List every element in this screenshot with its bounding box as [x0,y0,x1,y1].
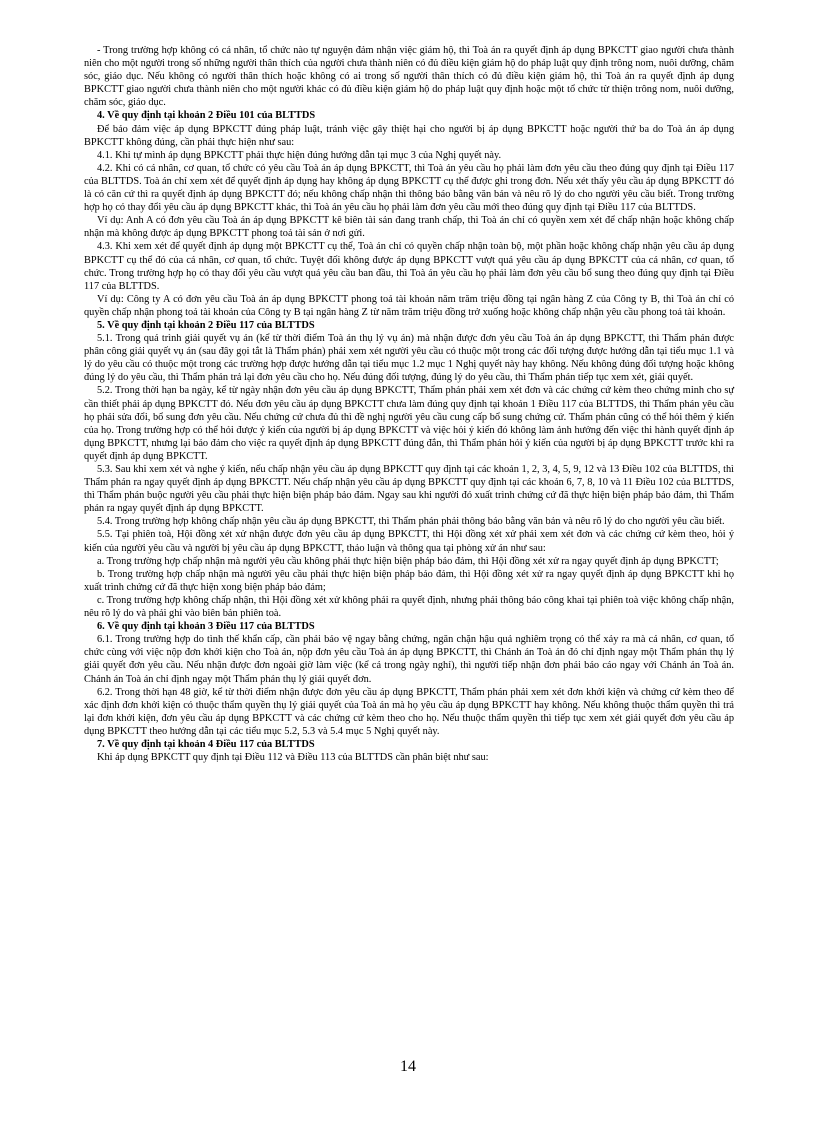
paragraph: Ví dụ: Công ty A có đơn yêu cầu Toà án áp dụng BPKCTT phong toả tài khoản năm trăm triệu đồng tại ngân hàng Z của Công ty B, thì Toà án chỉ có quyền chấp nhận phong toả tài khoản của Công ty B tại ngân hàng Z từ năm trăm triệu đồng trở xuống hoặc không chấp nhận yêu cầu phong toả tài khoản. [84,293,734,318]
section-heading: 4. Về quy định tại khoản 2 Điều 101 của BLTTDS [97,110,316,122]
paragraph: 5.4. Trong trường hợp không chấp nhận yêu cầu áp dụng BPKCTT, thì Thẩm phán phải thông báo bằng văn bản và nêu rõ lý do cho người yêu cầu biết. [97,516,725,528]
section-heading: 5. Về quy định tại khoản 2 Điều 117 của BLTTDS [97,319,315,331]
section-heading: 6. Về quy định tại khoản 3 Điều 117 của BLTTDS [97,621,315,633]
paragraph: 5.3. Sau khi xem xét và nghe ý kiến, nếu chấp nhận yêu cầu áp dụng BPKCTT quy định tại các khoản 1, 2, 3, 4, 5, 9, 12 và 13 Điều 102 của BLTTDS, thì Thẩm phán ra ngay quyết định áp dụng BPKCTT. Nếu chấp nhận yêu cầu áp dụng BPKCTT quy định tại các khoản 6, 7, 8, 10 và 11 Điều 102 của BLTTDS, thì Thẩm phán buộc người yêu cầu phải thực hiện biện pháp bảo đảm. Ngay sau khi người đó xuất trình chứng cứ đã thực hiện biện pháp bảo đảm, thì Thẩm phán ra ngay quyết định áp dụng BPKCTT. [84,464,734,515]
section-heading: 7. Về quy định tại khoản 4 Điều 117 của BLTTDS [97,738,315,750]
paragraph: 6.2. Trong thời hạn 48 giờ, kể từ thời điểm nhận được đơn yêu cầu áp dụng BPKCTT, Thẩm phán phải xem xét đơn khởi kiện và chứng cứ kèm theo để xác định đơn khởi kiện có thuộc thẩm quyền thụ lý giải quyết của Toà án mà họ yêu cầu áp dụng BPKCTT hay không. Nếu không thuộc thẩm quyền thì trả lại đơn khởi kiện, đơn yêu cầu áp dụng BPKCTT và các chứng cứ kèm theo cho họ. Nếu thuộc thẩm quyền thì tiếp tục xem xét giải quyết đơn yêu cầu áp dụng BPKCTT theo hướng dẫn tại các tiểu mục 5.2, 5.3 và 5.4 mục 5 Nghị quyết này. [84,686,734,737]
paragraph: a. Trong trường hợp chấp nhận mà người yêu cầu không phải thực hiện biện pháp bảo đảm, thì Hội đồng xét xử ra ngay quyết định áp dụng BPKCTT; [97,555,719,567]
paragraph: Để bảo đảm việc áp dụng BPKCTT đúng pháp luật, tránh việc gây thiệt hại cho người bị áp dụng BPKCTT hoặc người thứ ba do Toà án áp dụng BPKCTT không đúng, cần phải thực hiện như sau: [84,123,734,148]
paragraph: 5.2. Trong thời hạn ba ngày, kể từ ngày nhận đơn yêu cầu áp dụng BPKCTT, Thẩm phán phải xem xét đơn và các chứng cứ kèm theo chứng minh cho sự cần thiết phải áp dụng BPKCTT đó. Nếu đơn yêu cầu áp dụng BPKCTT chưa làm đúng quy định tại khoản 1 Điều 117 của BLTTDS, thì Thẩm phán yêu cầu họ phải sửa đổi, bổ sung đơn yêu cầu. Nếu chứng cứ chưa đủ thì đề nghị người yêu cầu cung cấp bổ sung chứng cứ. Thẩm phán cũng có thể hỏi thêm ý kiến của họ. Trong trường hợp có thể hỏi được ý kiến của người bị áp dụng BPKCTT và việc hỏi ý kiến đó không làm ảnh hưởng đến việc thi hành quyết định áp dụng BPKCTT, nhưng lại bảo đảm cho việc ra quyết định áp dụng BPKCTT đúng đắn, thì Thẩm phán hỏi ý kiến của người bị áp dụng BPKCTT trước khi ra quyết định áp dụng BPKCTT. [84,385,734,462]
page-number: 14 [400,1058,416,1075]
paragraph: - Trong trường hợp không có cá nhân, tổ chức nào tự nguyện đảm nhận việc giám hộ, thì Toà án ra quyết định áp dụng BPKCTT giao người chưa thành niên cho một người trong số những người thân thích của người chưa thành niên có đủ điều kiện giám hộ do pháp luật quy định trông nom, nuôi dưỡng, chăm sóc, giáo dục. Nếu không có người thân thích hoặc không có ai trong số người thân thích có đủ điều kiện giám hộ, thì Toà án ra quyết định áp dụng BPKCTT giao người chưa thành niên cho một người khác có đủ điều kiện giám hộ do pháp luật quy định hoặc một tổ chức từ thiện trông nom, nuôi dưỡng, chăm sóc, giáo dục. [84,45,734,109]
paragraph: 4.2. Khi có cá nhân, cơ quan, tổ chức có yêu cầu Toà án áp dụng BPKCTT, thì Toà án yêu cầu họ phải làm đơn yêu cầu theo đúng quy định tại Điều 117 của BLTTDS. Toà án chỉ xem xét để quyết định áp dụng hay không áp dụng BPKCTT cụ thể được ghi trong đơn. Nếu xét thấy yêu cầu áp dụng BPKCTT đó là có căn cứ thì ra quyết định áp dụng BPKCTT đó; nếu không chấp nhận thì thông báo bằng văn bản và nêu rõ lý do cho người yêu cầu biết. Trong trường hợp họ có thay đổi yêu cầu áp dụng BPKCTT khác, thì Toà án yêu cầu họ phải làm đơn yêu cầu mới theo đúng quy định tại Điều 117 của BLTTDS. [84,162,734,214]
paragraph: Ví dụ: Anh A có đơn yêu cầu Toà án áp dụng BPKCTT kê biên tài sản đang tranh chấp, thì Toà án chỉ có quyền xem xét để chấp nhận hoặc không chấp nhận mà không được áp dụng BPKCTT phong toả tài sản ở nơi gửi. [84,215,734,240]
paragraph: 4.1. Khi tự mình áp dụng BPKCTT phải thực hiện đúng hướng dẫn tại mục 3 của Nghị quyết này. [97,149,502,161]
paragraph: 5.1. Trong quá trình giải quyết vụ án (kể từ thời điểm Toà án thụ lý vụ án) mà nhận được đơn yêu cầu Toà án áp dụng BPKCTT, thì Thẩm phán được phân công giải quyết vụ án (sau đây gọi tắt là Thẩm phán) phải xem xét người yêu cầu có thuộc một trong các đối tượng được hướng dẫn tại tiểu mục 1.1 và lý do yêu cầu có thuộc một trong các trường hợp được hướng dẫn tại tiểu mục 1.2 mục 1 Nghị quyết này hay không. Nếu không đúng đối tượng hoặc không đúng lý do yêu cầu, thì Thẩm phán trả lại đơn yêu cầu cho họ. Nếu đúng đối tượng, đúng lý do yêu cầu, thì Thẩm phán tiếp tục xem xét, giải quyết. [84,333,734,384]
paragraph: 5.5. Tại phiên toà, Hội đồng xét xử nhận được đơn yêu cầu áp dụng BPKCTT, thì Hội đồng xét xử phải xem xét đơn và các chứng cứ kèm theo, hỏi ý kiến của người yêu cầu và người bị yêu cầu áp dụng BPKCTT, thảo luận và thông qua tại phòng xử án như sau: [84,529,734,554]
paragraph: 4.3. Khi xem xét để quyết định áp dụng một BPKCTT cụ thể, Toà án chỉ có quyền chấp nhận toàn bộ, một phần hoặc không chấp nhận yêu cầu áp dụng BPKCTT cụ thể đó của cá nhân, cơ quan, tổ chức. Tuyệt đối không được áp dụng BPKCTT vượt quá yêu cầu áp dụng BPKCTT của cá nhân, cơ quan, tổ chức. Trong trường hợp họ có thay đổi yêu cầu vượt quá yêu cầu ban đầu, thì Toà án yêu cầu họ phải làm đơn yêu cầu bổ sung theo đúng quy định tại Điều 117 của BLTTDS. [84,241,734,292]
paragraph: Khi áp dụng BPKCTT quy định tại Điều 112 và Điều 113 của BLTTDS cần phân biệt như sau: [97,752,489,764]
paragraph: c. Trong trường hợp không chấp nhận, thì Hội đồng xét xử không phải ra quyết định, nhưng phải thông báo công khai tại phiên toà việc không chấp nhận, nêu rõ lý do và phải ghi vào biên bản phiên toà. [84,594,734,620]
document-body [84,44,734,764]
paragraph: 6.1. Trong trường hợp do tình thế khẩn cấp, cần phải bảo vệ ngay bằng chứng, ngăn chặn hậu quả nghiêm trọng có thể xảy ra mà cá nhân, cơ quan, tổ chức cùng với việc nộp đơn khởi kiện cho Toà án, nộp đơn yêu cầu Toà án áp dụng BPKCTT, thì Chánh án Toà án đó chỉ định ngay một Thẩm phán thụ lý giải quyết đơn yêu cầu. Nếu nhận được đơn ngoài giờ làm việc (kể cả trong ngày nghỉ), thì người tiếp nhận đơn phải báo cáo ngay với Chánh án Toà án. Chánh án Toà án chỉ định ngay một Thẩm phán thụ lý giải quyết đơn. [84,634,734,685]
paragraph: b. Trong trường hợp chấp nhận mà người yêu cầu phải thực hiện biện pháp bảo đảm, thì Hội đồng xét xử ra ngay quyết định áp dụng BPKCTT khi họ xuất trình chứng cứ đã thực hiện xong biện pháp bảo đảm; [84,568,734,593]
